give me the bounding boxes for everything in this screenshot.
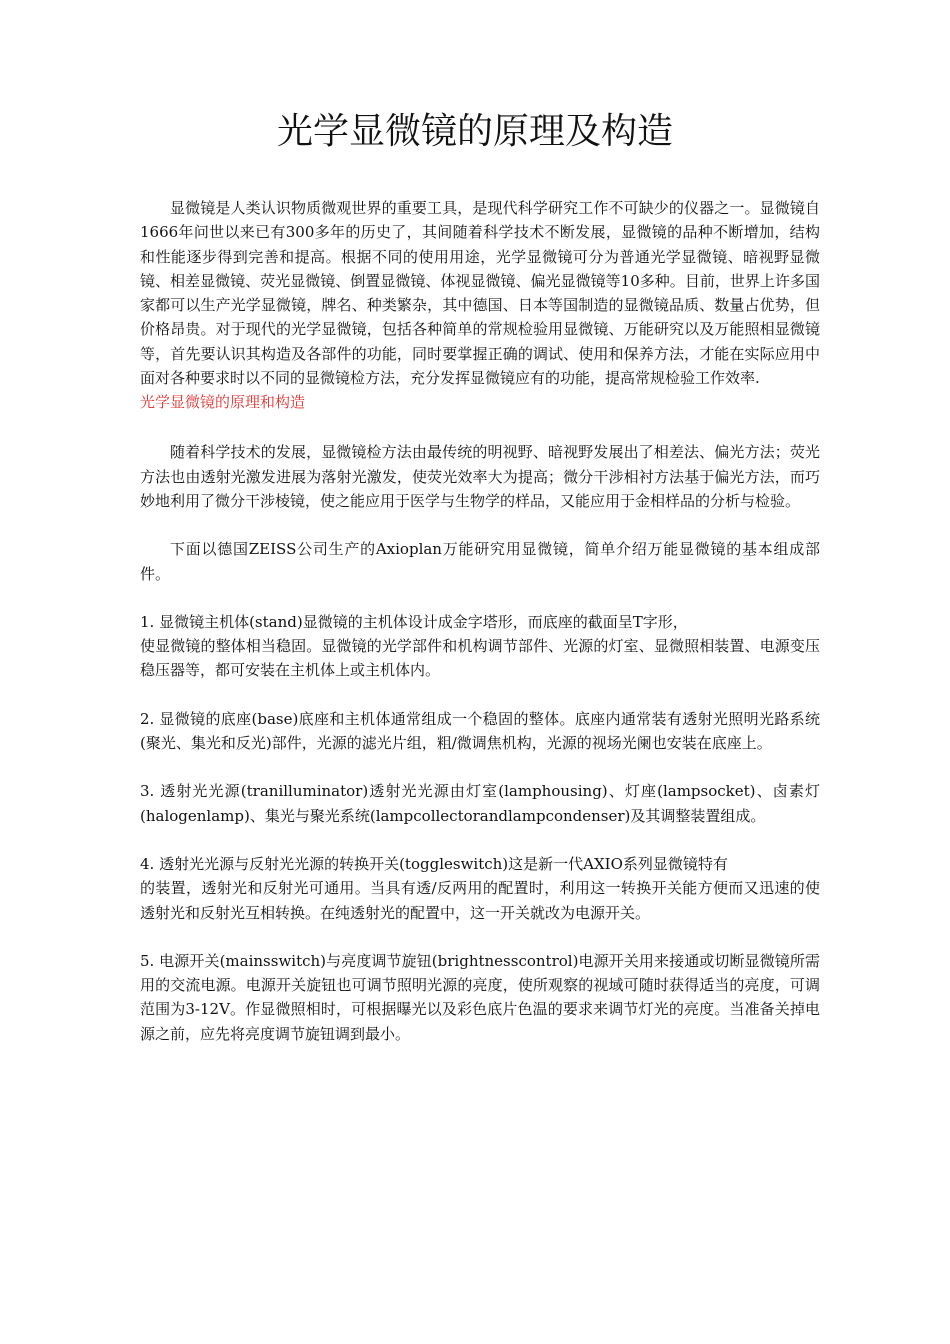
list-item — [140, 852, 820, 925]
zeiss-intro-paragraph: 下面以德国ZEISS公司生产的Axioplan万能研究用显微镜，简单介绍万能显微镜的基本组成部件。 — [140, 540, 820, 583]
list-item — [140, 779, 820, 828]
list-item — [140, 949, 820, 1046]
document-body — [140, 196, 820, 1046]
history-paragraph: 随着科学技术的发展，显微镜检方法由最传统的明视野、暗视野发展出了相差法、偏光方法；荧光方法也由透射光激发进展为落射光激发，使荧光效率大为提高；微分干涉相衬方法基于偏光方法，而巧妙地利用了微分干涉棱镜，使之能应用于医学与生物学的样品，又能应用于金相样品的分析与检验。 — [140, 443, 820, 510]
list-item-text: 2. 显微镜的底座(base)底座和主机体通常组成一个稳固的整体。底座内通常装有透射光照明光路系统(聚光、集光和反光)部件，光源的滤光片组，粗/微调焦机构，光源的视场光阑也安装在底座上。 — [140, 709, 820, 753]
list-item-text: 使显微镜的整体相当稳固。显微镜的光学部件和机构调节部件、光源的灯室、显微照相装置、电源变压稳压器等，都可安装在主机体上或主机体内。 — [140, 637, 820, 680]
list-item-first-line: 4. 透射光光源与反射光光源的转换开关(toggleswitch)这是新一代AXIO系列显微镜特有 — [140, 854, 728, 873]
list-item-text: 的装置，透射光和反射光可通用。当具有透/反两用的配置时，利用这一转换开关能方便而又迅速的使透射光和反射光互相转换。在纯透射光的配置中，这一开关就改为电源开关。 — [140, 879, 820, 922]
list-item-text: 5. 电源开关(mainsswitch)与亮度调节旋钮(brightnesscontrol)电源开关用来接通或切断显微镜所需用的交流电源。电源开关旋钮也可调节照明光源的亮度，使所观察的视域可随时获得适当的亮度，可调范围为3-12V。作显微照相时，可根据曝光以及彩色底片色温的要求来调节灯光的亮度。当准备关掉电源之前，应先将亮度调节旋钮调到最小。 — [140, 951, 820, 1043]
intro-paragraph: 显微镜是人类认识物质微观世界的重要工具，是现代科学研究工作不可缺少的仪器之一。显微镜自1666年问世以来已有300多年的历史了，其间随着科学技术不断发展，显微镜的品种不断增加，结构和性能逐步得到完善和提高。根据不同的使用用途，光学显微镜可分为普通光学显微镜、暗视野显微镜、相差显微镜、荧光显微镜、倒置显微镜、体视显微镜、偏光显微镜等10多种。目前，世界上许多国家都可以生产光学显微镜，牌名、种类繁杂，其中德国、日本等国制造的显微镜品质、数量占优势，但价格昂贵。对于现代的光学显微镜，包括各种简单的常规检验用显微镜、万能研究以及万能照相显微镜等，首先要认识其构造及各部件的功能，同时要掌握正确的调试、使用和保养方法，才能在实际应用中面对各种要求时以不同的显微镜检方法，充分发挥显微镜应有的功能，提高常规检验工作效率. — [140, 199, 820, 388]
list-item — [140, 707, 820, 756]
list-item — [140, 610, 820, 683]
section-heading: 光学显微镜的原理和构造 — [140, 393, 306, 412]
list-item-first-line: 1. 显微镜主机体(stand)显微镜的主机体设计成金字塔形，而底座的截面呈T字形， — [140, 612, 688, 631]
document-title: 光学显微镜的原理及构造 — [276, 111, 673, 152]
list-item-text: 3. 透射光光源(tranilluminator)透射光光源由灯室(lamphousing)、灯座(lampsocket)、卤素灯(halogenlamp)、集光与聚光系统(lampcollectorandlampcondenser)及其调整装置组成。 — [140, 782, 820, 825]
